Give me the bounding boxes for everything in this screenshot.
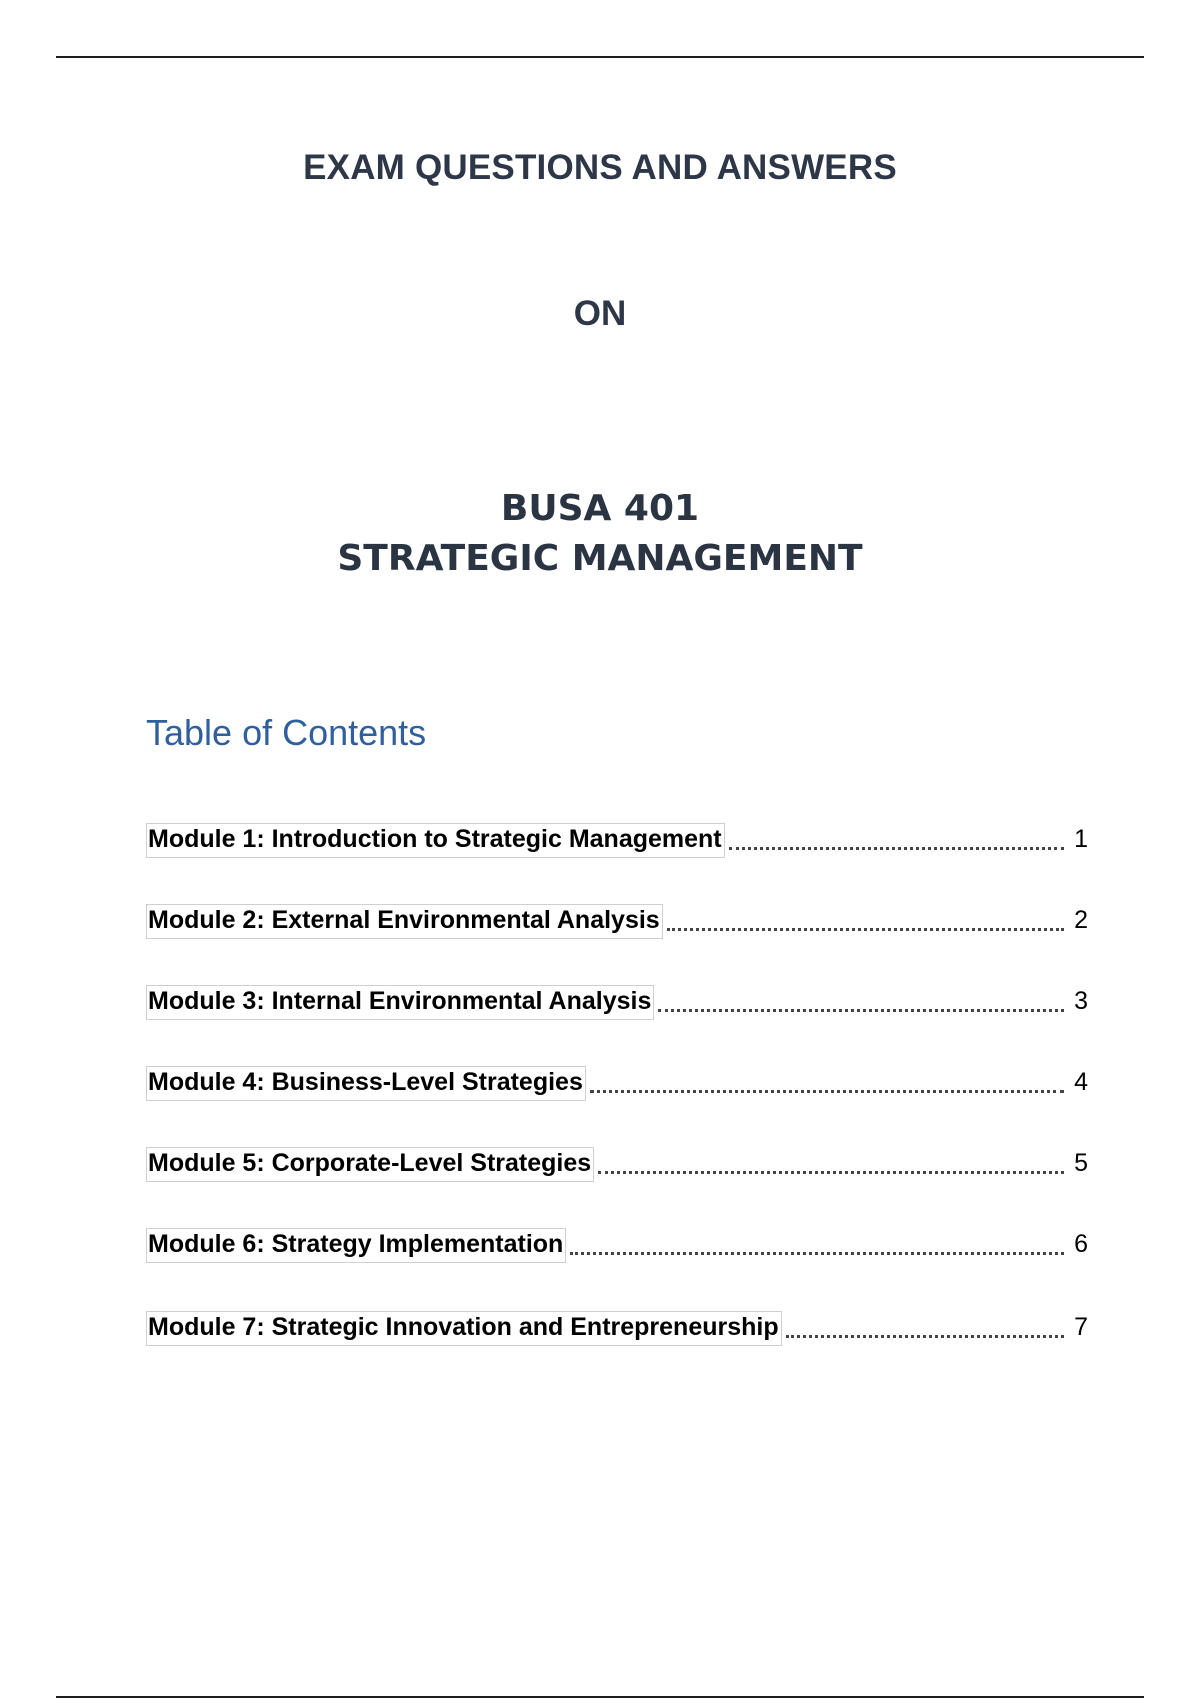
toc-entry-label: Module 7: Strategic Innovation and Entrepreneurship [146,1311,782,1346]
toc-dot-leader [570,1251,1064,1255]
course-code: BUSA 401 [500,488,700,529]
toc-page-number: 3 [1074,987,1088,1015]
toc-dot-leader [729,846,1064,850]
toc-dot-leader [658,1008,1064,1012]
toc-entry-module-7[interactable] [146,1306,1088,1346]
toc-dot-leader [667,927,1064,931]
toc-entry-label: Module 2: External Environmental Analysis [146,904,663,939]
toc-heading: Table of Contents [146,712,427,753]
on-label: ON [573,294,627,333]
toc-entry-module-1[interactable] [146,818,1088,858]
toc-entry-label: Module 6: Strategy Implementation [146,1228,566,1263]
toc-entry-module-2[interactable] [146,899,1088,939]
toc-page-number: 7 [1074,1313,1088,1341]
toc-entry-module-3[interactable] [146,980,1088,1020]
header-rule [56,56,1144,58]
toc-entry-label: Module 3: Internal Environmental Analysis [146,985,654,1020]
toc-entry-label: Module 1: Introduction to Strategic Management [146,823,725,858]
toc-page-number: 2 [1074,906,1088,934]
toc-page-number: 6 [1074,1230,1088,1258]
toc-entry-label: Module 4: Business-Level Strategies [146,1066,586,1101]
toc-entry-module-6[interactable] [146,1223,1088,1263]
course-name: STRATEGIC MANAGEMENT [337,538,863,579]
toc-dot-leader [786,1334,1064,1338]
exam-title: EXAM QUESTIONS AND ANSWERS [303,148,897,187]
toc-entry-module-5[interactable] [146,1142,1088,1182]
toc-entry-label: Module 5: Corporate-Level Strategies [146,1147,594,1182]
footer-rule [56,1696,1144,1698]
toc-page-number: 4 [1074,1068,1088,1096]
toc-entry-module-4[interactable] [146,1061,1088,1101]
toc-dot-leader [598,1170,1064,1174]
toc-dot-leader [590,1089,1064,1093]
toc-page-number: 1 [1074,825,1088,853]
toc-page-number: 5 [1074,1149,1088,1177]
